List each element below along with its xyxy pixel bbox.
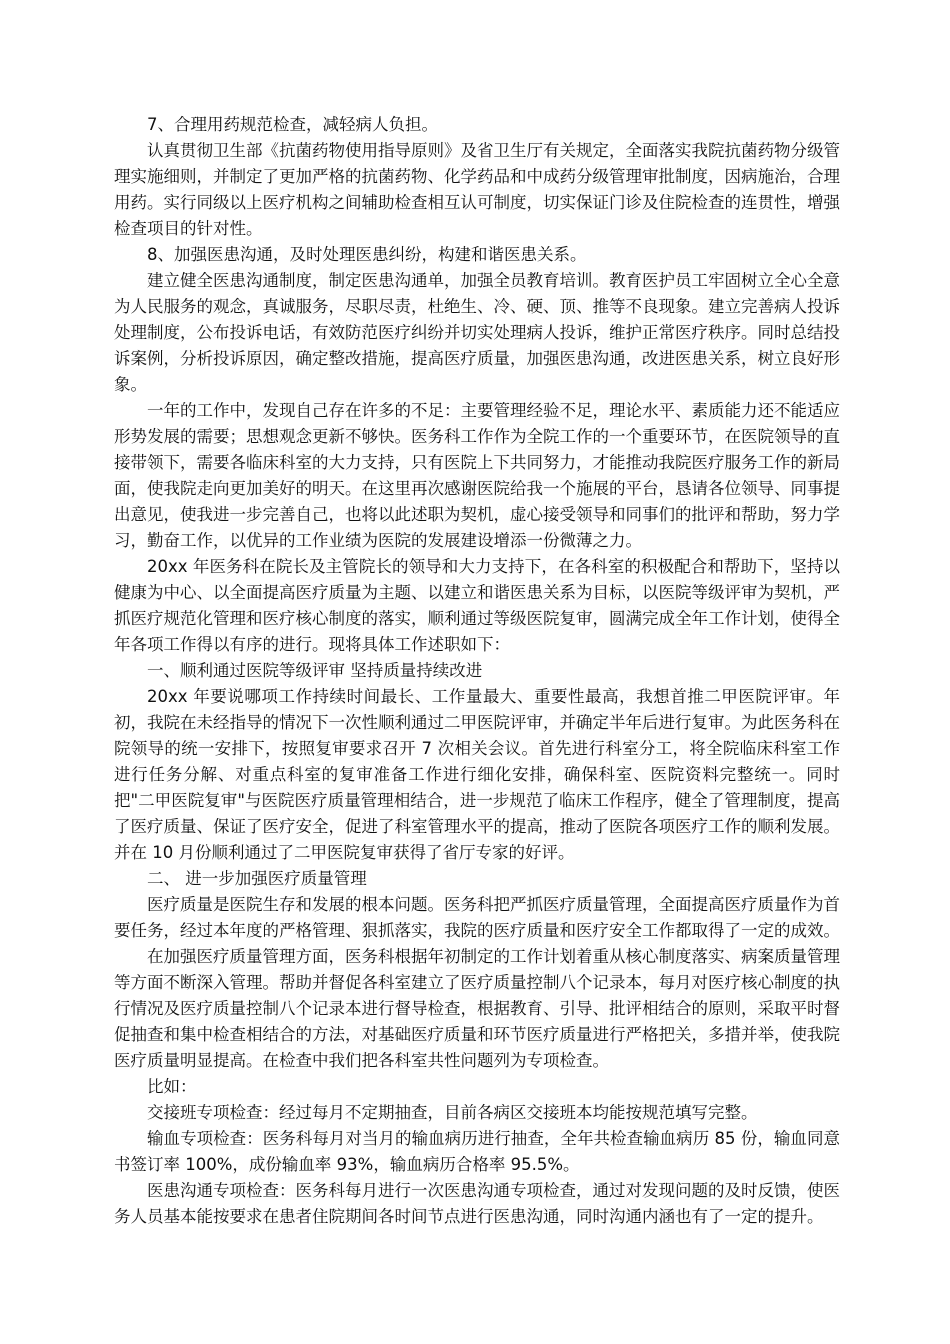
- document-page: [114, 112, 840, 1230]
- section-heading-8: 8、加强医患沟通，及时处理医患纠纷，构建和谐医患关系。: [147, 245, 587, 264]
- paragraph-quality-management: 在加强医疗质量管理方面，医务科根据年初制定的工作计划着重从核心制度落实、病案质量管理等方面不断深入管理。帮助并督促各科室建立了医疗质量控制八个记录本，每月对医疗核心制度的执行情况及医疗质量控制八个记录本进行督导检查，根据教育、引导、批评相结合的原则，采取平时督促抽查和集中检查相结合的方法，对基础医疗质量和环节医疗质量进行严格把关，多措并举，使我院医疗质量明显提高。在检查中我们把各科室共性问题列为专项检查。: [114, 947, 840, 1070]
- paragraph-hospital-review: 20xx 年要说哪项工作持续时间最长、工作量最大、重要性最高，我想首推二甲医院评审。年初，我院在未经指导的情况下一次性顺利通过二甲医院评审，并确定半年后进行复审。为此医务科在院领导的统一安排下，按照复审要求召开 7 次相关会议。首先进行科室分工，将全院临床科室工作进行任务分解、对重点科室的复审准备工作进行细化安排，确保科室、医院资料完整统一。同时把"二甲医院复审"与医院医疗质量管理相结合，进一步规范了临床工作程序，健全了管理制度，提高了医疗质量、保证了医疗安全，促进了科室管理水平的提高，推动了医院各项医疗工作的顺利发展。并在 10 月份顺利通过了二甲医院复审获得了省厅专家的好评。: [114, 687, 840, 862]
- paragraph-shortcomings: 一年的工作中，发现自己存在许多的不足：主要管理经验不足，理论水平、素质能力还不能适应形势发展的需要；思想观念更新不够快。医务科工作作为全院工作的一个重要环节，在医院领导的直接带领下，需要各临床科室的大力支持，只有医院上下共同努力，才能推动我院医疗服务工作的新局面，使我院走向更加美好的明天。在这里再次感谢医院给我一个施展的平台，恳请各位领导、同事提出意见，使我进一步完善自己，也将以此述职为契机，虚心接受领导和同事们的批评和帮助，努力学习，勤奋工作，以优异的工作业绩为医院的发展建设增添一份微薄之力。: [114, 401, 840, 550]
- paragraph-transfusion-check: 输血专项检查：医务科每月对当月的输血病历进行抽查，全年共检查输血病历 85 份，输血同意书签订率 100%，成份输血率 93%，输血病历合格率 95.5%。: [114, 1129, 840, 1174]
- paragraph-shift-handover-check: 交接班专项检查：经过每月不定期抽查，目前各病区交接班本均能按规范填写完整。: [147, 1103, 758, 1122]
- paragraph-quality-fundamental: 医疗质量是医院生存和发展的根本问题。医务科把严抓医疗质量管理，全面提高医疗质量作为首要任务，经过本年度的严格管理、狠抓落实，我院的医疗质量和医疗安全工作都取得了一定的成效。: [114, 895, 840, 940]
- section-heading-1: 一、顺利通过医院等级评审 坚持质量持续改进: [147, 661, 483, 680]
- paragraph-communication-check: 医患沟通专项检查：医务科每月进行一次医患沟通专项检查，通过对发现问题的及时反馈，使医务人员基本能按要求在患者住院期间各时间节点进行医患沟通，同时沟通内涵也有了一定的提升。: [114, 1181, 840, 1226]
- paragraph-antibiotics: 认真贯彻卫生部《抗菌药物使用指导原则》及省卫生厅有关规定，全面落实我院抗菌药物分级管理实施细则，并制定了更加严格的抗菌药物、化学药品和中成药分级管理审批制度，因病施治，合理用药。实行同级以上医疗机构之间辅助检查相互认可制度，切实保证门诊及住院检查的连贯性，增强检查项目的针对性。: [114, 141, 840, 238]
- paragraph-communication: 建立健全医患沟通制度，制定医患沟通单，加强全员教育培训。教育医护员工牢固树立全心全意为人民服务的观念，真诚服务，尽职尽责，杜绝生、冷、硬、顶、推等不良现象。建立完善病人投诉处理制度，公布投诉电话，有效防范医疗纠纷并切实处理病人投诉，维护正常医疗秩序。同时总结投诉案例，分析投诉原因，确定整改措施，提高医疗质量，加强医患沟通，改进医患关系，树立良好形象。: [114, 271, 840, 394]
- section-heading-7: 7、合理用药规范检查，减轻病人负担。: [147, 115, 438, 134]
- paragraph-annual-summary: 20xx 年医务科在院长及主管院长的领导和大力支持下，在各科室的积极配合和帮助下，坚持以健康为中心、以全面提高医疗质量为主题、以建立和谐医患关系为目标，以医院等级评审为契机，严抓医疗规范化管理和医疗核心制度的落实，顺利通过等级医院复审，圆满完成全年工作计划，使得全年各项工作得以有序的进行。现将具体工作述职如下：: [114, 557, 840, 654]
- paragraph-for-example: 比如：: [147, 1077, 197, 1096]
- section-heading-2: 二、 进一步加强医疗质量管理: [147, 869, 367, 888]
